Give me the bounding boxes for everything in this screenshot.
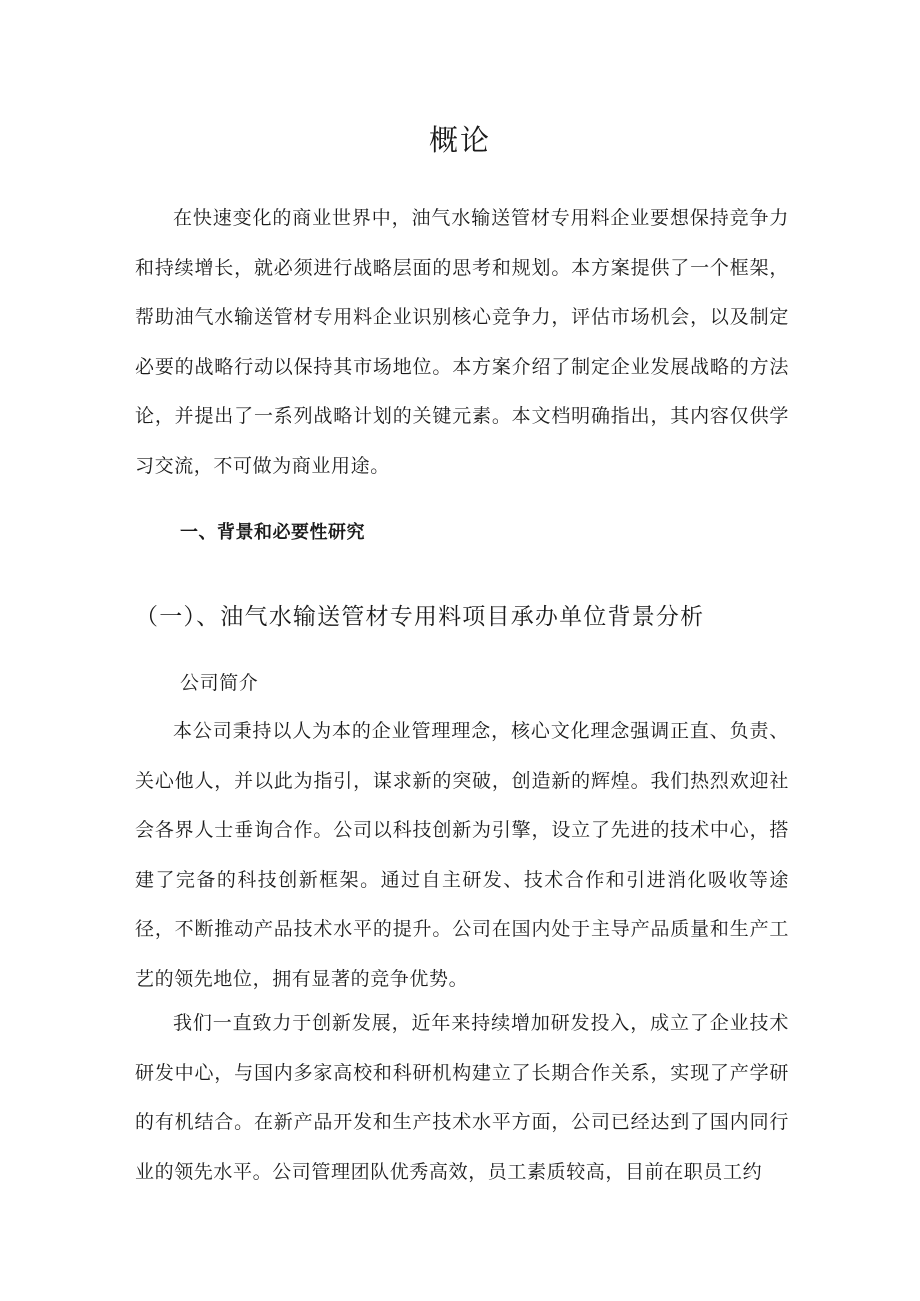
subsubsection-heading: 公司简介 [180, 672, 259, 694]
subsection-heading: （一）、油气水输送管材专用料项目承办单位背景分析 [135, 604, 705, 630]
company-intro-paragraph: 本公司秉持以人为本的企业管理理念，核心文化理念强调正直、负责、关心他人，并以此为指引，谋求新的突破，创造新的辉煌。我们热烈欢迎社会各界人士垂询合作。公司以科技创新为引擎，设立了先进的技术中心，搭建了完备的科技创新框架。通过自主研发、技术合作和引进消化吸收等途径，不断推动产品技术水平的提升。公司在国内处于主导产品质量和生产工艺的领先地位，拥有显著的竞争优势。 [135, 720, 789, 990]
page-title: 概论 [428, 123, 491, 157]
section-heading: 一、背景和必要性研究 [180, 522, 365, 543]
rnd-paragraph: 我们一直致力于创新发展，近年来持续增加研发投入，成立了企业技术研发中心，与国内多家高校和科研机构建立了长期合作关系，实现了产学研的有机结合。在新产品开发和生产技术水平方面，公司已经达到了国内同行业的领先水平。公司管理团队优秀高效，员工素质较高，目前在职员工约 [135, 1012, 789, 1183]
intro-paragraph: 在快速变化的商业世界中，油气水输送管材专用料企业要想保持竞争力和持续增长，就必须进行战略层面的思考和规划。本方案提供了一个框架，帮助油气水输送管材专用料企业识别核心竞争力，评估市场机会，以及制定必要的战略行动以保持其市场地位。本方案介绍了制定企业发展战略的方法论，并提出了一系列战略计划的关键元素。本文档明确指出，其内容仅供学习交流，不可做为商业用途。 [135, 207, 789, 477]
